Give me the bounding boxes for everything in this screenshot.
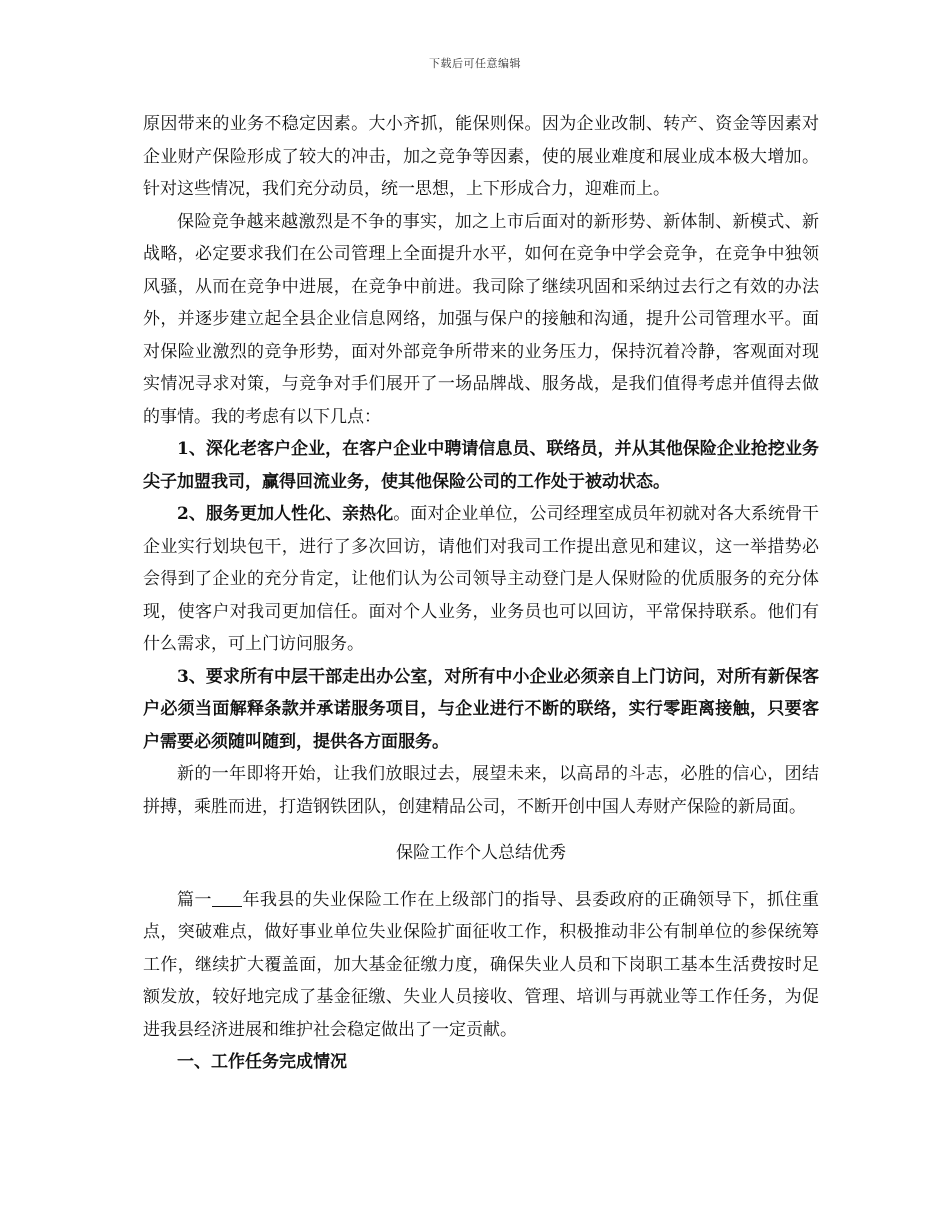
year-blank	[212, 888, 242, 907]
point-2-body: 。面对企业单位，公司经理室成员年初就对各大系统骨干企业实行划块包干，进行了多次回访，请他们对我司工作提出意见和建议，这一举措势必会得到了企业的充分肯定，让他们认为公司领导主动登门是人保财险的优质服务的充分体现，使客户对我司更加信任。面对个人业务，业务员也可以回访，平常保持联系。他们有什么需求，可上门访问服务。	[143, 504, 820, 654]
paragraph-competition: 保险竞争越来越激烈是不争的事实，加之上市后面对的新形势、新体制、新模式、新战略，必定要求我们在公司管理上全面提升水平，如何在竞争中学会竞争，在竞争中独领风骚，从而在竞争中进展，在竞争中前进。我司除了继续巩固和采纳过去行之有效的办法外，并逐步建立起全县企业信息网络，加强与保户的接触和沟通，提升公司管理水平。面对保险业激烈的竞争形势，面对外部竞争所带来的业务压力，保持沉着冷静，客观面对现实情况寻求对策，与竞争对手们展开了一场品牌战、服务战，是我们值得考虑并值得去做的事情。我的考虑有以下几点：	[143, 211, 819, 427]
section-intro-prefix: 篇一	[177, 889, 212, 910]
point-1-paragraph: 1、深化老客户企业，在客户企业中聘请信息员、联络员，并从其他保险企业抢挖业务尖子加盟我司，赢得回流业务，使其他保险公司的工作处于被动状态。	[143, 439, 819, 492]
section-intro-body: 年我县的失业保险工作在上级部门的指导、县委政府的正确领导下，抓住重点，突破难点，做好事业单位失业保险扩面征收工作，积极推动非公有制单位的参保统筹工作，继续扩大覆盖面，加大基金征缴力度，确保失业人员和下岗职工基本生活费按时足额发放，较好地完成了基金征缴、失业人员接收、管理、培训与再就业等工作任务，为促进我县经济进展和维护社会稳定做出了一定贡献。	[143, 889, 820, 1040]
page-header: 下载后可任意编辑	[429, 57, 521, 70]
section-title: 保险工作个人总结优秀	[396, 843, 566, 863]
paragraph-continuation: 原因带来的业务不稳定因素。大小齐抓，能保则保。因为企业改制、转产、资金等因素对企业财产保险形成了较大的冲击，加之竞争等因素，使的展业难度和展业成本极大增加。针对这些情况，我们充分动员，统一思想，上下形成合力，迎难而上。	[143, 114, 819, 199]
point-2-paragraph	[143, 498, 819, 661]
point-3-paragraph: 3、要求所有中层干部走出办公室，对所有中小企业必须亲自上门访问，对所有新保客户必须当面解释条款并承诺服务项目，与企业进行不断的联络，实行零距离接触，只要客户需要必须随叫随到，提供各方面服务。	[143, 666, 819, 752]
section-intro-paragraph	[143, 884, 819, 1047]
point-2-heading: 2、服务更加人性化、亲热化	[177, 504, 394, 524]
document-body	[143, 108, 819, 1079]
section-heading-1: 一、工作任务完成情况	[177, 1052, 347, 1072]
closing-paragraph: 新的一年即将开始，让我们放眼过去，展望未来，以高昂的斗志，必胜的信心，团结拼搏，乘胜而进，打造钢铁团队，创建精品公司，不断开创中国人寿财产保险的新局面。	[143, 764, 819, 817]
